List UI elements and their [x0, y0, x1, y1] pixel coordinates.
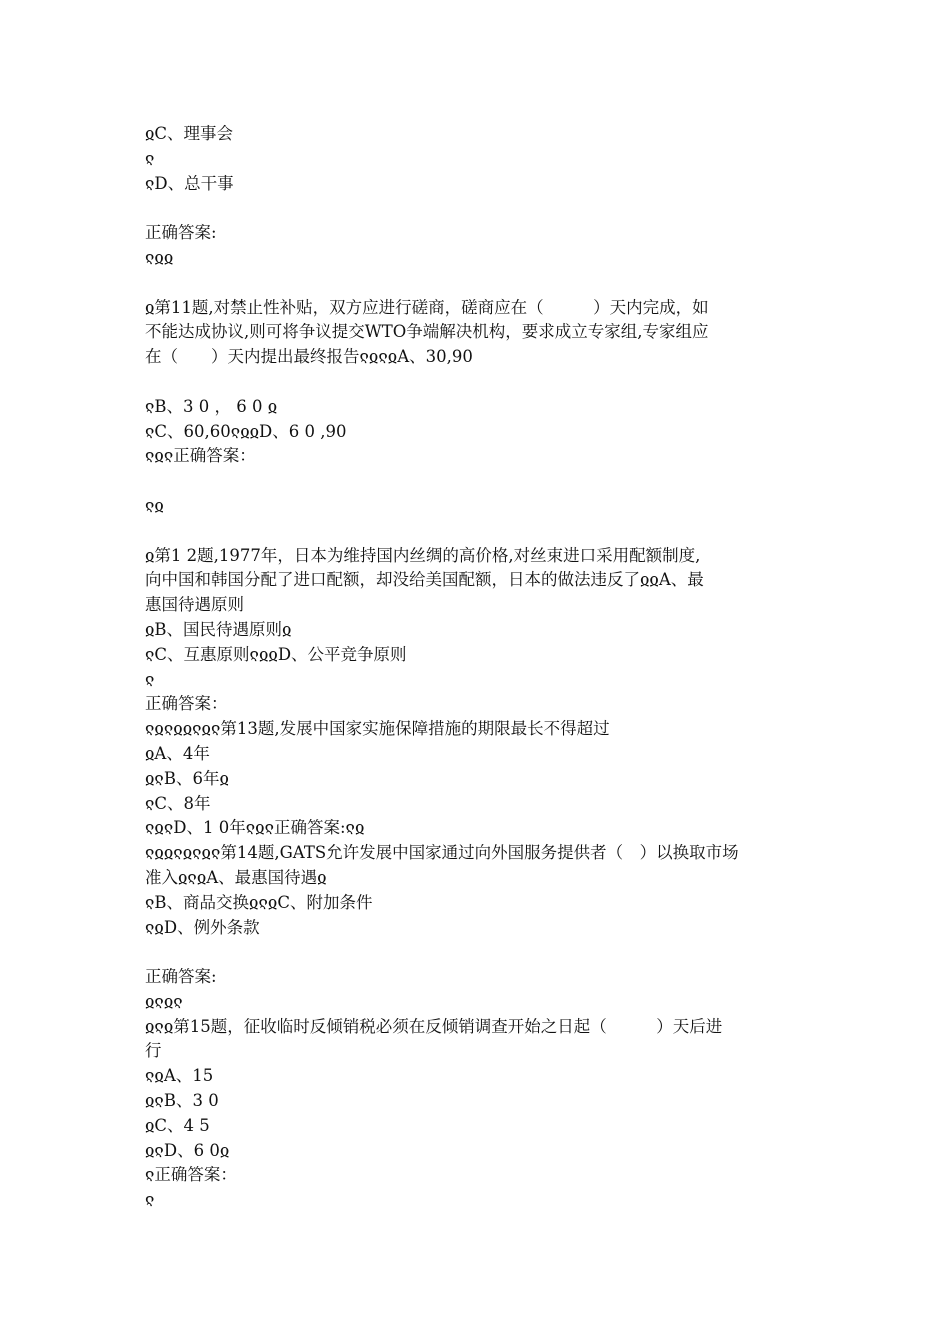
answer-label-5: ჺ正确答案： — [145, 1165, 237, 1185]
answer-label-1: 正确答案: — [145, 223, 217, 243]
text-line-16: ჺჲ — [145, 495, 164, 515]
text-line-23: ჺ — [145, 669, 155, 689]
text-line-3: ჺD、总干事 — [145, 173, 234, 193]
question-13-option-c: ჺC、8年 — [145, 793, 211, 813]
question-14-line-1: ჺჲჲჺჲჺჲჺ第14题,GATS允许发展中国家通过向外国服务提供者（ ）以换取市场 — [145, 843, 739, 863]
blank-line — [145, 940, 815, 965]
question-14-options-bc: ჺB、商品交换ჲჺჲC、附加条件 — [145, 892, 373, 912]
answer-label-3: 正确答案： — [145, 694, 228, 714]
question-15-line-1: ჲჺჲ第15题，征收临时反倾销税必须在反倾销调查开始之日起（ ）天后进 — [145, 1016, 723, 1036]
blank-line — [145, 519, 815, 544]
question-15-option-b: ჲჺB、3 0 — [145, 1091, 219, 1111]
blank-line — [145, 271, 815, 296]
answer-label-2: ჺჲჺ正确答案： — [145, 446, 256, 466]
text-line-6: ჺჲჲ — [145, 247, 174, 267]
text-line-1: ჲC、理事会 — [145, 124, 234, 143]
blank-line — [145, 196, 815, 221]
question-14-line-2: 准入ჲჺჲA、最惠国待遇ჲ — [145, 867, 327, 887]
text-line-44: ჺ — [145, 1190, 155, 1210]
question-14-option-d: ჺჲD、例外条款 — [145, 917, 260, 937]
question-13-option-a: ჲA、4年 — [145, 743, 210, 763]
question-13-option-d: ჺჲჺD、1 0年ჺჲჺ正确答案:ჺჲ — [145, 818, 365, 838]
question-13-option-b: ჲჺB、6年ჲ — [145, 768, 229, 788]
question-15-option-c: ჲC、4 5 — [145, 1115, 210, 1135]
question-11-line-2: 不能达成协议,则可将争议提交WTO争端解决机构，要求成立专家组,专家组应 — [145, 322, 709, 342]
question-11-option-b: ჺB、3 0 ， 6 0 ჲ — [145, 396, 278, 416]
answer-label-4: 正确答案: — [145, 967, 217, 987]
question-12-line-3: 惠国待遇原则 — [145, 595, 244, 615]
question-12-options-cd: ჺC、互惠原则ჺჲჲD、公平竞争原则 — [145, 644, 407, 664]
question-12-line-1: ჲ第1 2题,1977年，日本为维持国内丝绸的高价格,对丝束进口采用配额制度, — [145, 545, 701, 565]
question-12-line-2: 向中国和韩国分配了进口配额，却没给美国配额，日本的做法违反了ჲჲA、最 — [145, 570, 704, 590]
text-line-36: ჲჺჲჺ — [145, 991, 183, 1011]
question-11-options-cd: ჺC、60,60ჺჲჲD、6 0 ,90 — [145, 421, 347, 441]
question-15-option-d: ჲჺD、6 0ჲ — [145, 1140, 230, 1160]
question-13-line-1: ჺჲჺჲჲჺჲჺ第13题,发展中国家实施保障措施的期限最长不得超过 — [145, 719, 610, 739]
question-15-line-2: 行 — [145, 1041, 162, 1061]
blank-line — [145, 469, 815, 494]
question-15-option-a: ჺჲA、15 — [145, 1066, 214, 1086]
document-body — [145, 122, 815, 1213]
text-line-2: ჺ — [145, 148, 155, 168]
question-12-option-b: ჲB、国民待遇原则ჲ — [145, 619, 292, 639]
question-11-line-1: ჲ第11题,对禁止性补贴，双方应进行磋商，磋商应在（ ）天内完成，如 — [145, 297, 709, 317]
blank-line — [145, 370, 815, 395]
question-11-line-3: 在（ ）天内提出最终报告ჺჲჺჲA、30,90 — [145, 347, 473, 367]
